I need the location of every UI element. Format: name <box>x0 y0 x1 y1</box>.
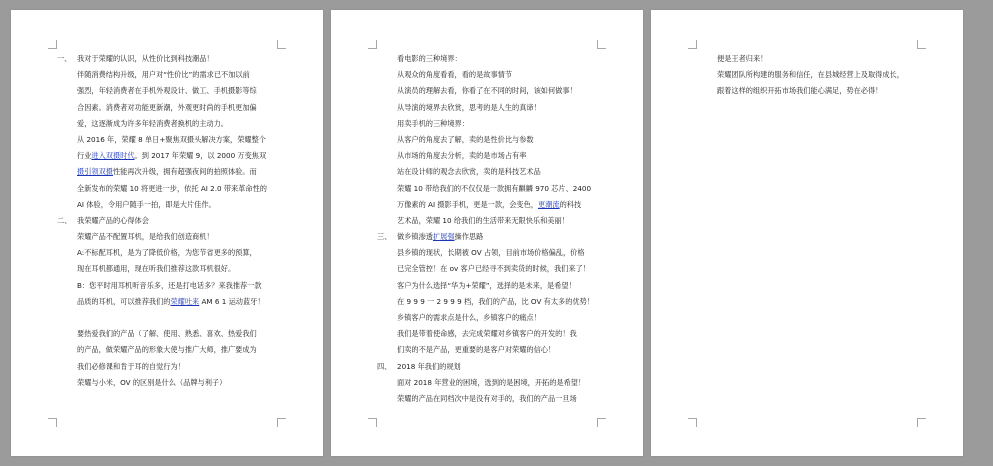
page-text[interactable] <box>57 51 283 391</box>
line-text: 跟着这样的组织开拓市场我们能心满足，势在必得！ <box>717 86 883 96</box>
line-text: 的产品，做荣耀产品的形象大使与推广大师，推广要成为 <box>77 345 257 355</box>
text-line <box>377 148 603 164</box>
line-text: 站在设计师的观念去欣赏，卖的是科技艺术品 <box>397 167 541 177</box>
line-text: 合因素。消费者对功能更新潮，外观更时尚的手机更加偏 <box>77 102 257 112</box>
text-line <box>377 213 603 229</box>
line-text: 县乡镇的现状，长期被 OV 占领，目前市场价格偏乱，价格 <box>397 248 585 258</box>
margin-corner-mark <box>368 418 377 427</box>
line-text: 便是王者归来！ <box>717 54 768 63</box>
margin-corner-mark <box>48 40 57 49</box>
section-number: 二、 <box>57 215 72 225</box>
text-line <box>57 261 283 277</box>
empty-paragraph <box>57 310 283 326</box>
line-text: 做乡镇渗透 <box>397 232 433 242</box>
line-text: 在 9 9 9 一 2 9 9 9 档，我们的产品，比 OV 有太多的优势！ <box>397 296 594 306</box>
text-line <box>377 245 603 261</box>
text-line <box>377 261 603 277</box>
text-line <box>57 294 283 310</box>
page-text[interactable] <box>697 51 923 100</box>
margin-corner-mark <box>368 40 377 49</box>
document-page-3[interactable] <box>651 10 963 456</box>
line-text: 从 2016 年，荣耀 8 单日+聚焦双摄头解决方案，荣耀整个 <box>77 134 266 144</box>
hyperlink-text[interactable]: 更潮流 <box>537 199 560 209</box>
text-line <box>377 51 603 67</box>
text-line <box>377 132 603 148</box>
text-line <box>57 116 283 132</box>
line-text: AI 体验，令用户随手一拍，即是大片佳作。 <box>77 199 216 209</box>
text-line <box>57 83 283 99</box>
text-line <box>697 83 923 99</box>
line-text: A:不标配耳机，是为了降低价格，为您节省更多的预算， <box>77 248 257 258</box>
line-text: 性能再次升级，拥有超强夜间的拍照体验。而 <box>112 167 257 177</box>
line-text: 全新发布的荣耀 10 将更进一步，依托 AI 2.0 带来革命性的 <box>77 183 267 193</box>
margin-corner-mark <box>917 40 926 49</box>
line-text: 荣耀的产品在同档次中是没有对手的，我们的产品一旦场 <box>397 393 577 403</box>
text-line <box>377 278 603 294</box>
line-text: 要热爱我们的产品（了解、使用、熟悉、喜欢、热爱我们 <box>77 329 257 339</box>
text-line <box>377 67 603 83</box>
document-page-2[interactable] <box>331 10 643 456</box>
line-text: 我对于荣耀的认识，从性价比到科技潮品！ <box>77 54 214 63</box>
line-text: 看电影的三种境界： <box>397 54 462 63</box>
margin-corner-mark <box>917 418 926 427</box>
line-text: 。到 2017 年荣耀 9，以 2000 万变焦双 <box>134 151 267 161</box>
text-line <box>57 278 283 294</box>
text-line <box>377 164 603 180</box>
line-text: 品质的耳机，可以推荐我们的 <box>77 296 171 306</box>
text-line <box>377 181 603 197</box>
text-line <box>377 83 603 99</box>
line-text: 面对 2018 年营业的困境，选到的是困境，开拓的是希望！ <box>397 377 586 387</box>
line-text: 荣耀团队所构建的服务和信任，在县城经营上及取得成长， <box>717 70 904 80</box>
section-heading <box>377 229 603 245</box>
margin-corner-mark <box>688 40 697 49</box>
text-line <box>57 359 283 375</box>
line-text: 的科技 <box>559 199 582 209</box>
line-text: 艺术品，荣耀 10 给我们的生活带来无限快乐和美丽！ <box>397 215 569 225</box>
line-text: 我荣耀产品的心得体会 <box>77 215 149 225</box>
text-line <box>377 116 603 132</box>
text-line <box>57 67 283 83</box>
line-text: 用卖手机的三种境界： <box>397 118 469 128</box>
margin-corner-mark <box>277 40 286 49</box>
hyperlink-text[interactable]: 摄引领双摄 <box>77 167 113 177</box>
line-text: 已完全管控！在 ov 客户已经寻不到卖货的时候，我们来了！ <box>397 264 590 274</box>
text-line <box>697 67 923 83</box>
text-line <box>57 164 283 180</box>
text-line <box>377 294 603 310</box>
line-text: 操作思路 <box>454 232 484 242</box>
document-page-1[interactable] <box>11 10 323 456</box>
line-text: B：您平时用耳机听音乐多，还是打电话多？来我推荐一款 <box>77 280 262 290</box>
line-text: 荣耀与小米，OV 的区别是什么（品牌与利子） <box>77 377 227 387</box>
line-text: 我们必修课和肯于耳的自觉行为！ <box>77 361 185 371</box>
text-line <box>377 375 603 391</box>
text-line <box>377 342 603 358</box>
margin-corner-mark <box>597 418 606 427</box>
margin-corner-mark <box>688 418 697 427</box>
hyperlink-text[interactable]: 进入双摄时代 <box>91 151 135 161</box>
section-number: 三、 <box>377 232 392 242</box>
text-line <box>697 51 923 67</box>
line-text: 乡镇客户的需求点是什么，乡镇客户的痛点！ <box>397 313 541 322</box>
text-line <box>57 132 283 148</box>
text-line <box>377 100 603 116</box>
text-line <box>377 391 603 407</box>
text-line <box>57 245 283 261</box>
line-text: AM 6 1 运动蓝牙！ <box>199 296 265 306</box>
section-heading <box>57 51 283 67</box>
line-text: 从导演的境界去欣赏，思考的是人生的真谛！ <box>397 102 541 112</box>
text-line <box>377 310 603 326</box>
line-text: 我们是带着使命感，去完成荣耀对乡镇客户的开发的！我 <box>397 329 577 339</box>
section-heading <box>57 213 283 229</box>
hyperlink-text[interactable]: 荣耀吐来 <box>170 296 200 306</box>
line-text: 荣耀产品不配置耳机，是给我们创造商机！ <box>77 232 214 242</box>
text-line <box>57 375 283 391</box>
line-text: 从观众的角度看看，看的是故事情节 <box>397 70 513 80</box>
line-text: 2018 年我们的规划 <box>397 361 461 371</box>
section-number: 一、 <box>57 54 72 63</box>
line-text: 从市场的角度去分析，卖的是市场占有率 <box>397 151 527 161</box>
line-text: 强烈，年轻消费者在手机外观设计、做工、手机摄影等综 <box>77 86 257 96</box>
line-text: 客户为什么选择“华为+荣耀”，选择的是未来，是希望！ <box>397 280 576 290</box>
line-text: 伴随消费结构升级，用户对“性价比”的需求已不加以前 <box>77 70 250 80</box>
margin-corner-mark <box>48 418 57 427</box>
line-text: 从演员的理解去看，你看了在不同的时间，该如何做事！ <box>397 86 577 96</box>
line-text: 行业 <box>77 151 92 161</box>
text-line <box>57 326 283 342</box>
line-text: 从客户的角度去了解，卖的是性价比与参数 <box>397 134 534 144</box>
text-line <box>57 181 283 197</box>
section-number: 四、 <box>377 361 392 371</box>
section-heading <box>377 359 603 375</box>
line-text: 荣耀 10 带给我们的不仅仅是一款拥有麒麟 970 芯片、2400 <box>397 183 592 193</box>
text-line <box>377 326 603 342</box>
hyperlink-text[interactable]: 扩展强 <box>432 232 455 242</box>
text-line <box>57 197 283 213</box>
text-line <box>377 197 603 213</box>
page-text[interactable] <box>377 51 603 407</box>
line-text: 现在耳机都通用，现在听我们推荐这款耳机很好。 <box>77 264 236 274</box>
margin-corner-mark <box>277 418 286 427</box>
text-line <box>57 342 283 358</box>
line-text: 们卖的不是产品，更重要的是客户对荣耀的信心！ <box>397 345 556 355</box>
text-line <box>57 229 283 245</box>
line-text: 爱，这逐渐成为许多年轻消费者换机的主动力。 <box>77 118 228 128</box>
text-line <box>57 100 283 116</box>
margin-corner-mark <box>597 40 606 49</box>
text-line <box>57 148 283 164</box>
line-text: 万像素的 AI 摄影手机，更是一款，会变色， <box>397 199 538 209</box>
